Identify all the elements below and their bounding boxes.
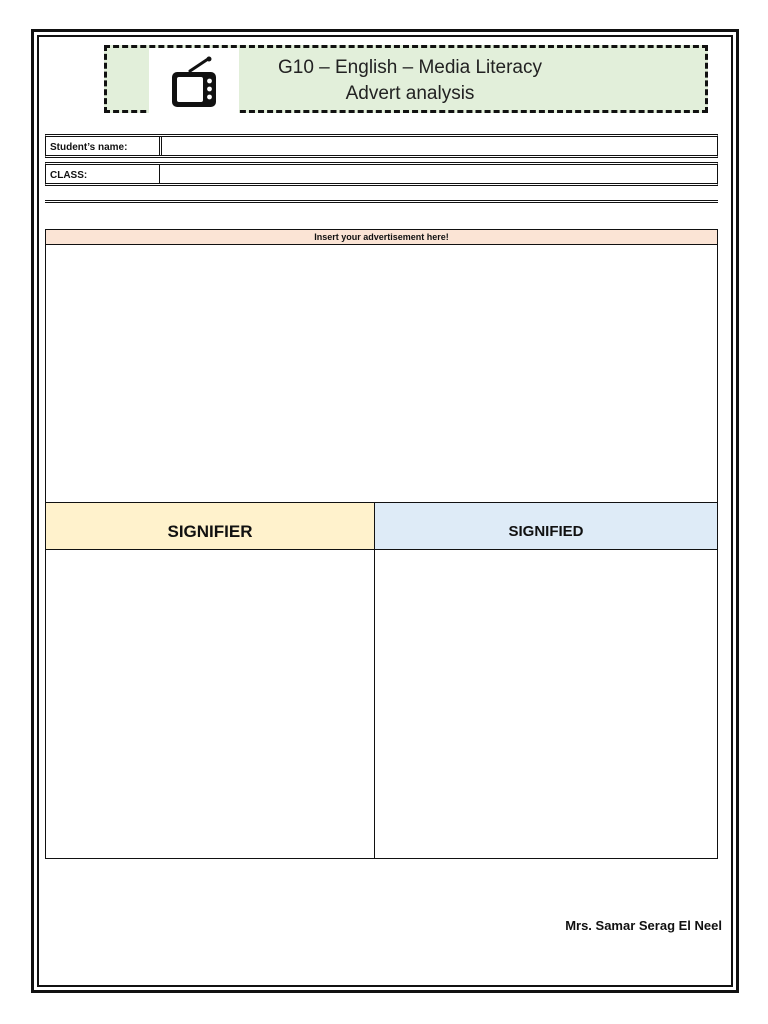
class-row (45, 162, 718, 186)
section-divider (45, 200, 718, 203)
class-field[interactable] (159, 165, 717, 183)
header-title (240, 55, 580, 107)
advert-header: Insert your advertisement here! (45, 229, 718, 245)
student-name-label: Student’s name: (50, 142, 128, 153)
header-title-line1: G10 – English – Media Literacy (277, 57, 543, 78)
teacher-signature: Mrs. Samar Serag El Neel (565, 918, 722, 933)
television-icon (164, 55, 224, 113)
student-info-table (45, 134, 718, 190)
student-name-field[interactable] (159, 137, 717, 155)
signifier-answer-area[interactable] (45, 549, 375, 859)
signified-answer-area[interactable] (374, 549, 718, 859)
signified-header: SIGNIFIED (374, 502, 718, 550)
television-icon-box (149, 48, 239, 120)
student-name-row (45, 134, 718, 158)
class-label: CLASS: (50, 170, 88, 181)
advert-insert-area[interactable] (45, 245, 718, 503)
signifier-header: SIGNIFIER (45, 502, 375, 550)
header-title-line2: Advert analysis (345, 83, 475, 104)
